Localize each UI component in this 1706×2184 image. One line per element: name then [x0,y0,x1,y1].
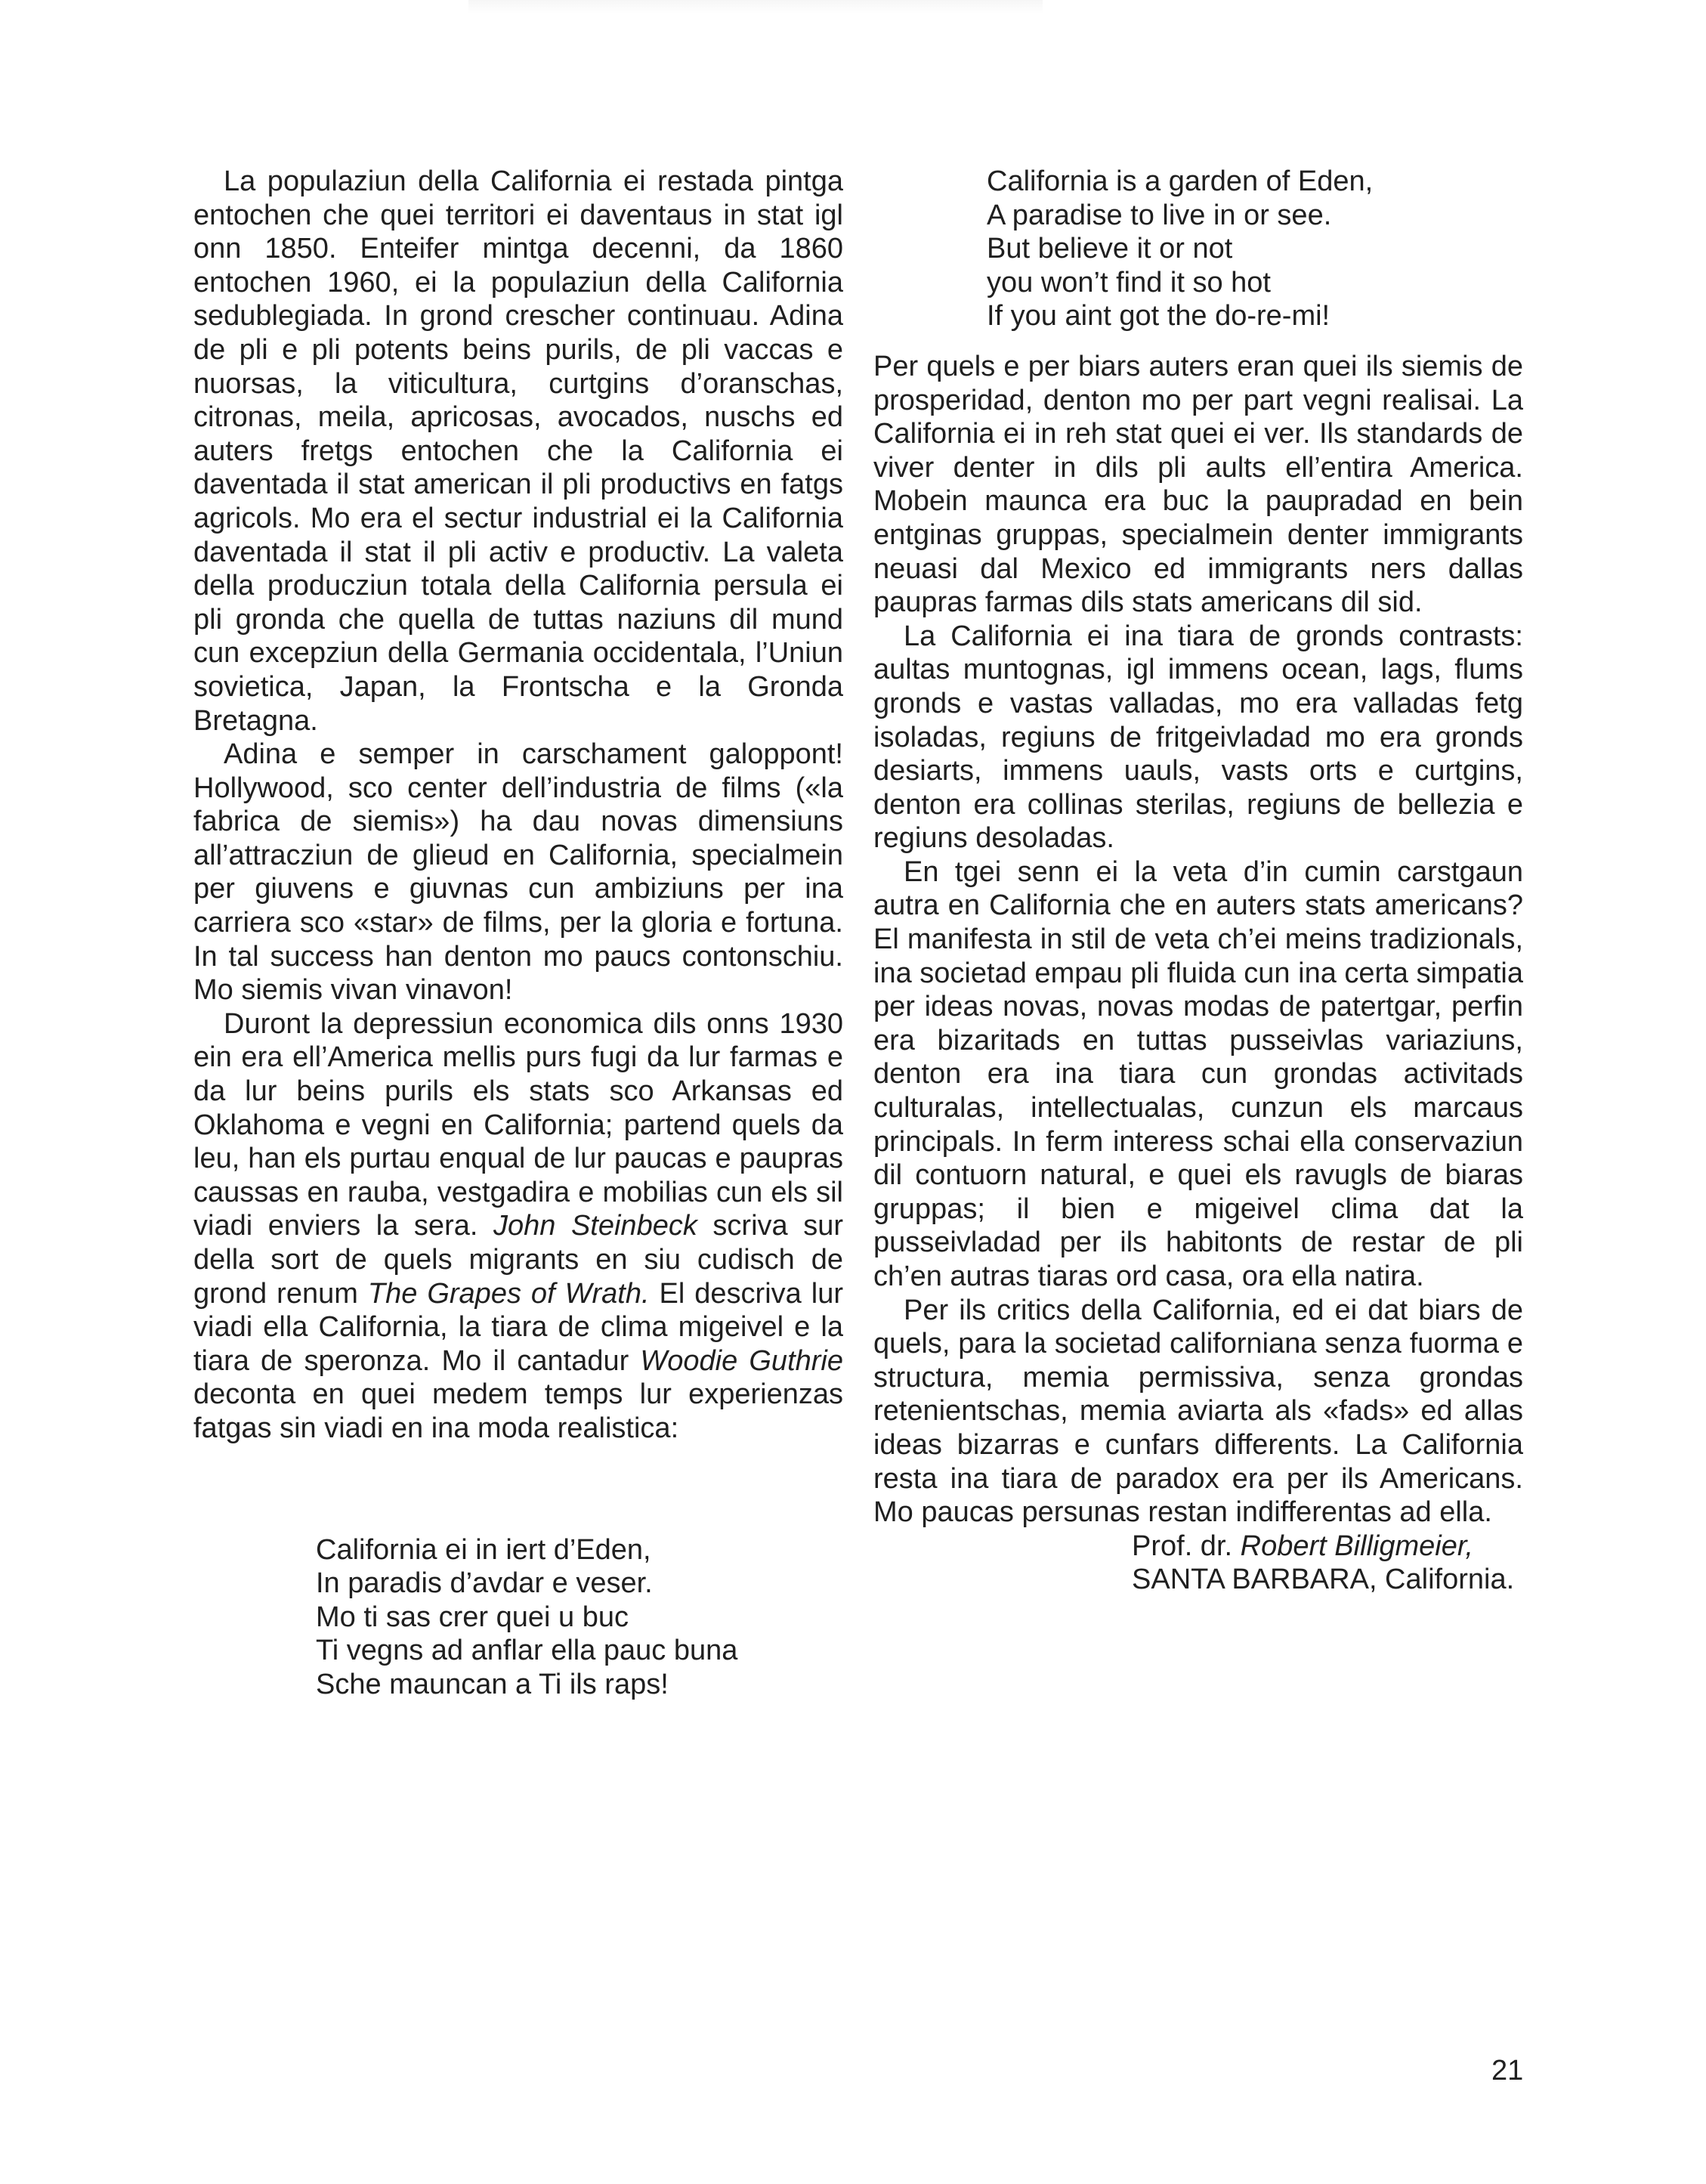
author-signature [873,1530,1523,1597]
paragraph-lifestyle: En tgei senn ei la veta d’in cumin carstgaun autra en California che en auters stats americans? El manifesta in stil de veta ch’ei meins tradizionals, ina societad empau pli fluida cun ina certa simpatia per ideas novas, novas modas de patertgar, perfin era bizaritads en tuttas pusseivlas variaziuns, denton era ina tiara cun grondas activitads culturalas, intellectualas, cunzun els marcaus principals. In ferm interess schai ella conservaziun dil contuorn natural, e quei els ravugls de biaras gruppas; il bien e migeivel clima dat la pusseivladad per ils habitonts de restar de pli ch’en autras tiaras ord casa, ora ella natira. [873,855,1523,1292]
signature-place: SANTA BARBARA, California. [1132,1564,1515,1596]
verse-line: California is a garden of Eden, [987,166,1374,197]
verse-line: you won’t find it so hot [987,266,1271,299]
text-segment: Duront la depressiun economica dils onns 1930 ein era ell’America mellis purs fugi da lur farmas e da lur beins purils els stats sco Arkansas ed Oklahoma e vegni en California; partend quels da leu, han els purtau enqual de lur paucas e paupras caussas en rauba, vestgadira e mobilias cun els sil viadi enviers la sera. [193,1007,843,1242]
verse-line: If you aint got the do-re-mi! [987,300,1330,333]
author-name: John Steinbeck [493,1210,697,1242]
text-segment: El descriva lur viadi ella California, la tiara de clima migeivel e la tiara de speronza. Mo il cantadur [193,1277,843,1377]
verse-line: Sche mauncan a Ti ils raps! [316,1668,669,1700]
verse-line: In paradis d’avdar e veser. [316,1567,653,1600]
paragraph-depression [193,1007,843,1446]
left-column [193,165,843,1702]
paragraph-critics: Per ils critics della California, ed ei dat biars de quels, para la societad californiana senza fuorma e structura, memia permissiva, senza grondas retenientschas, memia aviarta als «fads» ed allas ideas bizarras e cunfars differents. La California resta ina tiara de paradox era per ils Americans. Mo paucas persunas restan indifferentas ad ella. [873,1294,1523,1529]
paragraph-contrasts: La California ei ina tiara de gronds contrasts: aultas muntognas, igl immens ocean, lags, flums gronds e vastas valladas, mo era valladas fetg isoladas, regiuns de fritgeivladad mo era gronds desiarts, immens uauls, vasts orts e curtgins, denton era collinas sterilas, regiuns de bellezia e regiuns desoladas. [873,620,1523,855]
paragraph-population: La populaziun della California ei restada pintga entochen che quei territori ei daventaus in stat igl onn 1850. Enteifer mintga decenni, da 1860 entochen 1960, ei la populaziun della California sedublegiada. In grond crescher continuau. Adina de pli e pli potents beins purils, de pli vaccas e nuorsas, la viticultura, curtgins d’oranschas, citronas, meila, apricosas, avocados, nuschs ed auters fretgs entochen che la California ei daventada il stat american il pli productivs en fatgs agricols. Mo era el sectur industrial ei la California daventada il stat il pli activ e productiv. La valeta della producziun totala della California persula ei pli gronda che quella de tuttas naziuns dil mund cun excepziun della Germania occidentala, l’Uniun sovietica, Japan, la Frontscha e la Gronda Bretagna. [193,166,843,737]
singer-name: Woodie Guthrie [640,1344,843,1377]
paragraph-prosperity: Per quels e per biars auters eran quei ils siemis de prosperidad, denton mo per part vegni realisai. La California ei in reh stat quei ei ver. Ils standards de viver denter in dils pli aults ell’entira America. Mobein maunca era buc la paupradad en bein entginas gruppas, specialmein denter immigrants neuasi dal Mexico ed immigrants ners dallas paupras farmas dils stats americans dil sid. [873,350,1523,619]
signature-name: Robert Billigmeier, [1240,1530,1473,1562]
signature-name-line [1132,1530,1523,1564]
right-column [873,165,1523,1597]
page-number: 21 [1491,2055,1524,2087]
verse-line: Mo ti sas crer quei u buc [316,1601,629,1633]
signature-title: Prof. dr. [1132,1530,1241,1562]
verse-line: But believe it or not [987,233,1233,265]
verse-line: California ei in iert d’Eden, [316,1533,651,1566]
scan-edge-artifact [468,0,1043,14]
text-segment: deconta en quei medem temps lur experienzas fatgas sin viadi en ina moda realistica: [193,1378,843,1444]
text-segment: scriva sur della sort de quels migrants en siu cudisch de grond renum [193,1210,843,1310]
verse-line: Ti vegns ad anflar ella pauc buna [316,1635,738,1667]
paragraph-hollywood: Adina e semper in carschament galoppont! Hollywood, sco center dell’industria de films («la fabrica de siemis») ha dau novas dimensiuns all’attracziun de glieud en California, specialmein per giuvens e giuvnas cun ambiziuns per ina carriera sco «star» de films, per la gloria e fortuna. In tal success han denton mo paucs contonschiu. Mo siemis vivan vinavon! [193,738,843,1007]
verse-line: A paradise to live in or see. [987,199,1332,231]
book-title: The Grapes of Wrath. [367,1277,650,1310]
verse-english [873,165,1523,333]
verse-romansh [193,1533,843,1702]
